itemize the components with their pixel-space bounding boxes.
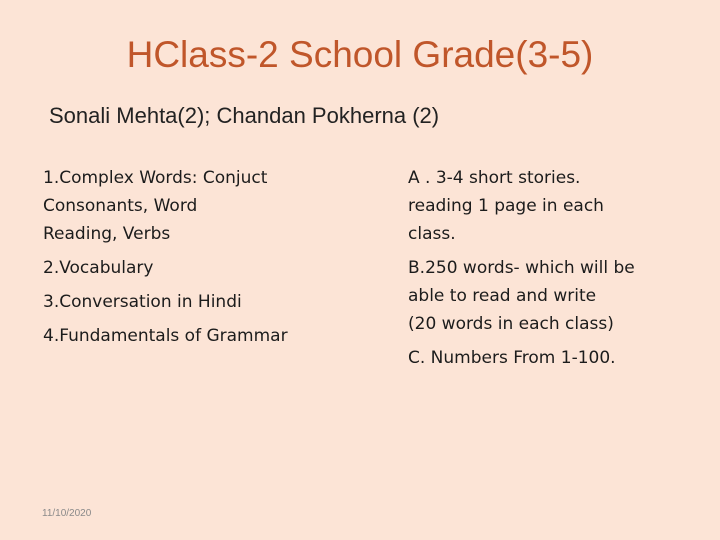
list-item (408, 254, 708, 338)
list-item-line: reading 1 page in each (408, 196, 604, 216)
list-item-line: A . 3-4 short stories. (408, 168, 581, 188)
list-item-line: B.250 words- which will be (408, 258, 635, 278)
list-item-line: class. (408, 224, 456, 244)
list-item (408, 344, 708, 372)
list-item-line: Consonants, Word (43, 196, 198, 216)
list-item-line: 4.Fundamentals of Grammar (43, 326, 288, 346)
list-item-line: 3.Conversation in Hindi (43, 292, 242, 312)
right-content-column (408, 164, 708, 378)
list-item (43, 254, 353, 282)
left-content-column (43, 164, 353, 356)
slide-subtitle: Sonali Mehta(2); Chandan Pokherna (2) (49, 103, 440, 128)
list-item (43, 322, 353, 350)
list-item (43, 164, 353, 248)
list-item (43, 288, 353, 316)
list-item-line: able to read and write (408, 286, 597, 306)
list-item-line: Reading, Verbs (43, 224, 171, 244)
slide-date: 11/10/2020 (42, 508, 92, 519)
list-item-line: 2.Vocabulary (43, 258, 154, 278)
list-item-line: C. Numbers From 1-100. (408, 348, 616, 368)
list-item (408, 164, 708, 248)
list-item-line: 1.Complex Words: Conjuct (43, 168, 268, 188)
slide-title: HClass-2 School Grade(3-5) (126, 34, 594, 75)
list-item-line: (20 words in each class) (408, 314, 614, 334)
